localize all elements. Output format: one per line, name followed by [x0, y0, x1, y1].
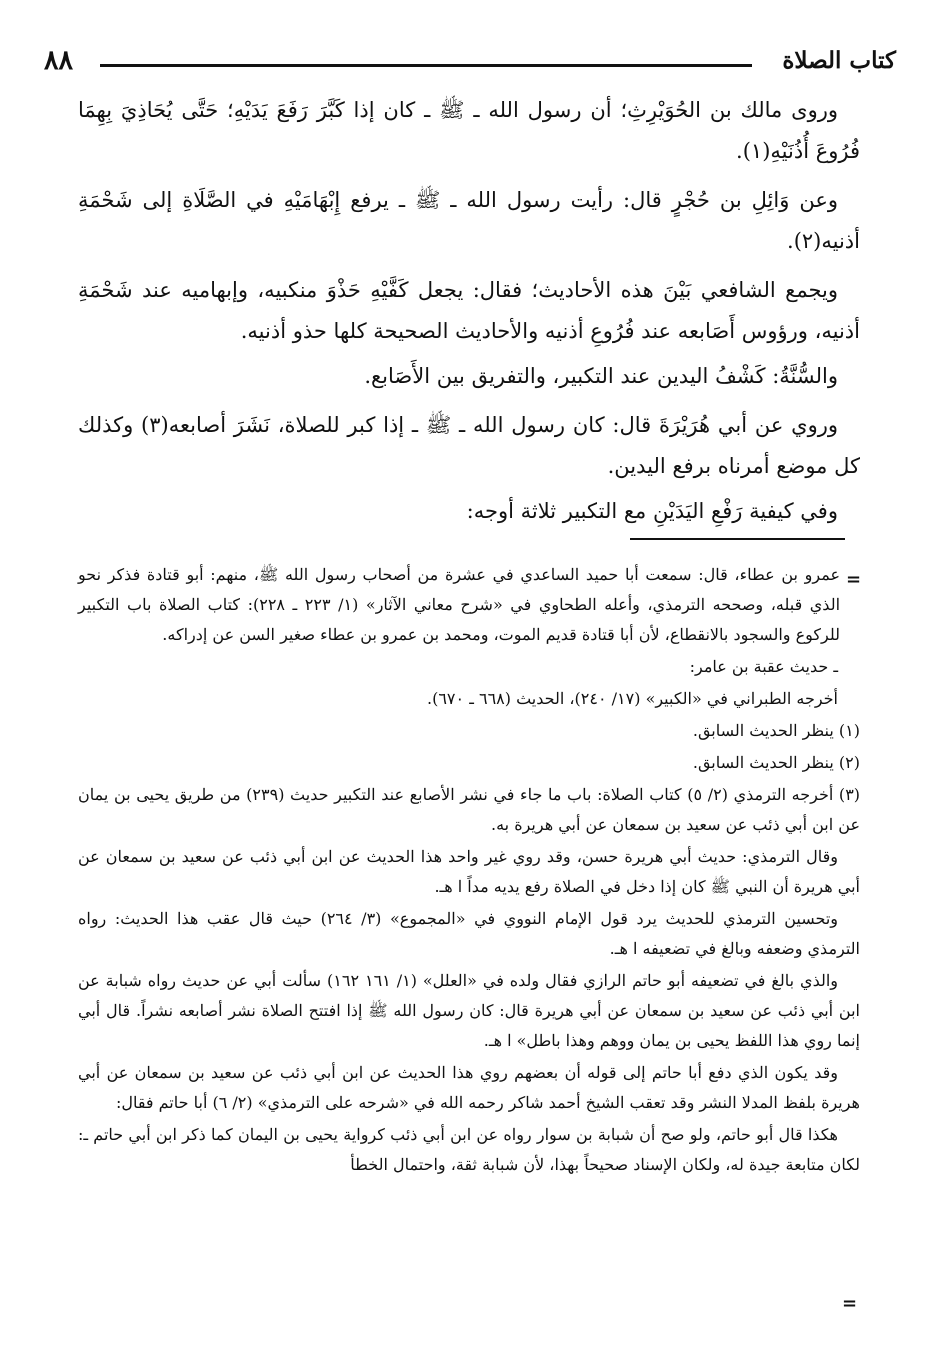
footnote-3-shakir: وقد يكون الذي دفع أبا حاتم إلى قوله أن بعضهم روي هذا الحديث عن ابن أبي ذئب عن سعيد بن سمعان عن أبي هريرة بلفظ المدلا النشر وقد تعقب الشيخ أحمد شاكر رحمه الله في «شرحه على الترمذي» (٢/ ٦) أبا حاتم فقال:: [78, 1063, 860, 1112]
footnote-separator: [630, 538, 845, 540]
footnote-1: (١) ينظر الحديث السابق.: [692, 721, 860, 740]
paragraph-three-ways: وفي كيفية رَفْعِ اليَدَيْنِ مع التكبير ثلاثة أوجه:: [466, 499, 838, 523]
paragraph-malik: وروى مالك بن الحُوَيْرِثِ؛ أن رسول الله ـ ﷺ ـ كان إذا كَبَّرَ رَفَعَ يَدَيْهِ؛ حَتَّى يُحَاذِيَ بِهِمَا فُرُوعَ أُذُنَيْهِ(١).: [78, 98, 860, 163]
book-title: كتاب الصلاة: [782, 47, 896, 74]
header-rule: [100, 64, 752, 67]
paragraph-shafii: ويجمع الشافعي بَيْنَ هذه الأحاديث؛ فقال: يجعل كَفَّيْهِ حَذْوَ منكبيه، وإبهاميه عند شَحْمَةِ أذنيه، ورؤوس أَصَابعه عند فُرُوعِ أذنيه والأحاديث الصحيحة كلها حذو أذنيه.: [78, 278, 860, 343]
main-text: [78, 90, 860, 536]
footnote-3-tirmidhi: وقال الترمذي: حديث أبي هريرة حسن، وقد روي غير واحد هذا الحديث عن ابن أبي ذئب عن سعيد بن سمعان عن أبي هريرة أن النبي ﷺ كان إذا دخل في الصلاة رفع يديه مداً ا هـ.: [78, 847, 860, 896]
footnote-3: (٣) أخرجه الترمذي (٢/ ٥) كتاب الصلاة: باب ما جاء في نشر الأصابع عند التكبير حديث (٢٣٩) من طريق يحيى بن يمان عن ابن أبي ذئب عن سعيد بن سمعان عن أبي هريرة به.: [78, 785, 861, 834]
footnote-2: (٢) ينظر الحديث السابق.: [692, 753, 860, 772]
footnote-uqbah-heading: ـ حديث عقبة بن عامر:: [689, 657, 838, 676]
footnote-uqbah-source: أخرجه الطبراني في «الكبير» (١٧/ ٢٤٠)، الحديث (٦٦٨ ـ ٦٧٠).: [427, 689, 838, 708]
footnote-3-conclusion: هكذا قال أبو حاتم، ولو صح أن شبابة بن سوار رواه عن ابن أبي ذئب كرواية يحيى بن اليمان كما ذكر ابن أبي حاتم ـ: لكان متابعة جيدة له، ولكان الإسناد صحيحاً بهذا، لأن شبابة ثقة، واحتمال الخطأ: [78, 1125, 860, 1174]
page-number: ٨٨: [44, 45, 74, 76]
paragraph-wail: وعن وَائِلِ بن حُجْرٍ قال: رأيت رسول الله ـ ﷺ ـ يرفع إِبْهَامَيْهِ في الصَّلَاةِ إلى شَحْمَةِ أذنيه(٢).: [78, 188, 860, 253]
footnotes: [78, 560, 860, 1182]
footnote-3-abu-hatim: والذي بالغ في تضعيفه أبو حاتم الرازي فقال ولده في «العلل» (١/ ١٦١ ١٦٢) سألت أبي عن حديث رواه شبابة عن ابن أبي ذئب عن سعيد بن سمعان عن أبي هريرة قال: كان رسول الله ﷺ إذا افتتح الصلاة نشر أصابعه نشراً. قال أبي إنما روي هذا اللفظ يحيى بن يمان ووهم وهذا باطل» ا هـ.: [78, 971, 860, 1050]
paragraph-abu-hurayrah: وروي عن أبي هُرَيْرَةَ قال: كان رسول الله ـ ﷺ ـ إذا كبر للصلاة، نَشَرَ أصابعه(٣) وكذلك كل موضع أمرناه برفع اليدين.: [78, 413, 860, 478]
footnote-3-nawawi: وتحسين الترمذي للحديث يرد قول الإمام النووي في «المجموع» (٣/ ٢٦٤) حيث قال عقب هذا الحديث: رواه الترمذي وضعفه وبالغ في تضعيفه ا هـ.: [78, 909, 860, 958]
running-header: [40, 44, 902, 80]
paragraph-sunnah: والسُّنَّةُ: كَشْفُ اليدين عند التكبير، والتفريق بين الأَصَابع.: [364, 364, 838, 388]
continuation-mark-top: =: [846, 569, 862, 590]
footnote-continued: عمرو بن عطاء، قال: سمعت أبا حميد الساعدي في عشرة من أصحاب رسول الله ﷺ، منهم: أبو قتادة فذكر نحو الذي قبله، وصححه الترمذي، وأعله الطحاوي في «شرح معاني الآثار» (١/ ٢٢٣ ـ ٢٢٨): كتاب الصلاة باب التكبير للركوع والسجود بالانقطاع، لأن أبا قتادة قديم الموت، ومحمد بن عمرو بن عطاء صغير السن عن إدراكه.: [78, 565, 841, 644]
continuation-mark-bottom: =: [842, 1293, 858, 1314]
